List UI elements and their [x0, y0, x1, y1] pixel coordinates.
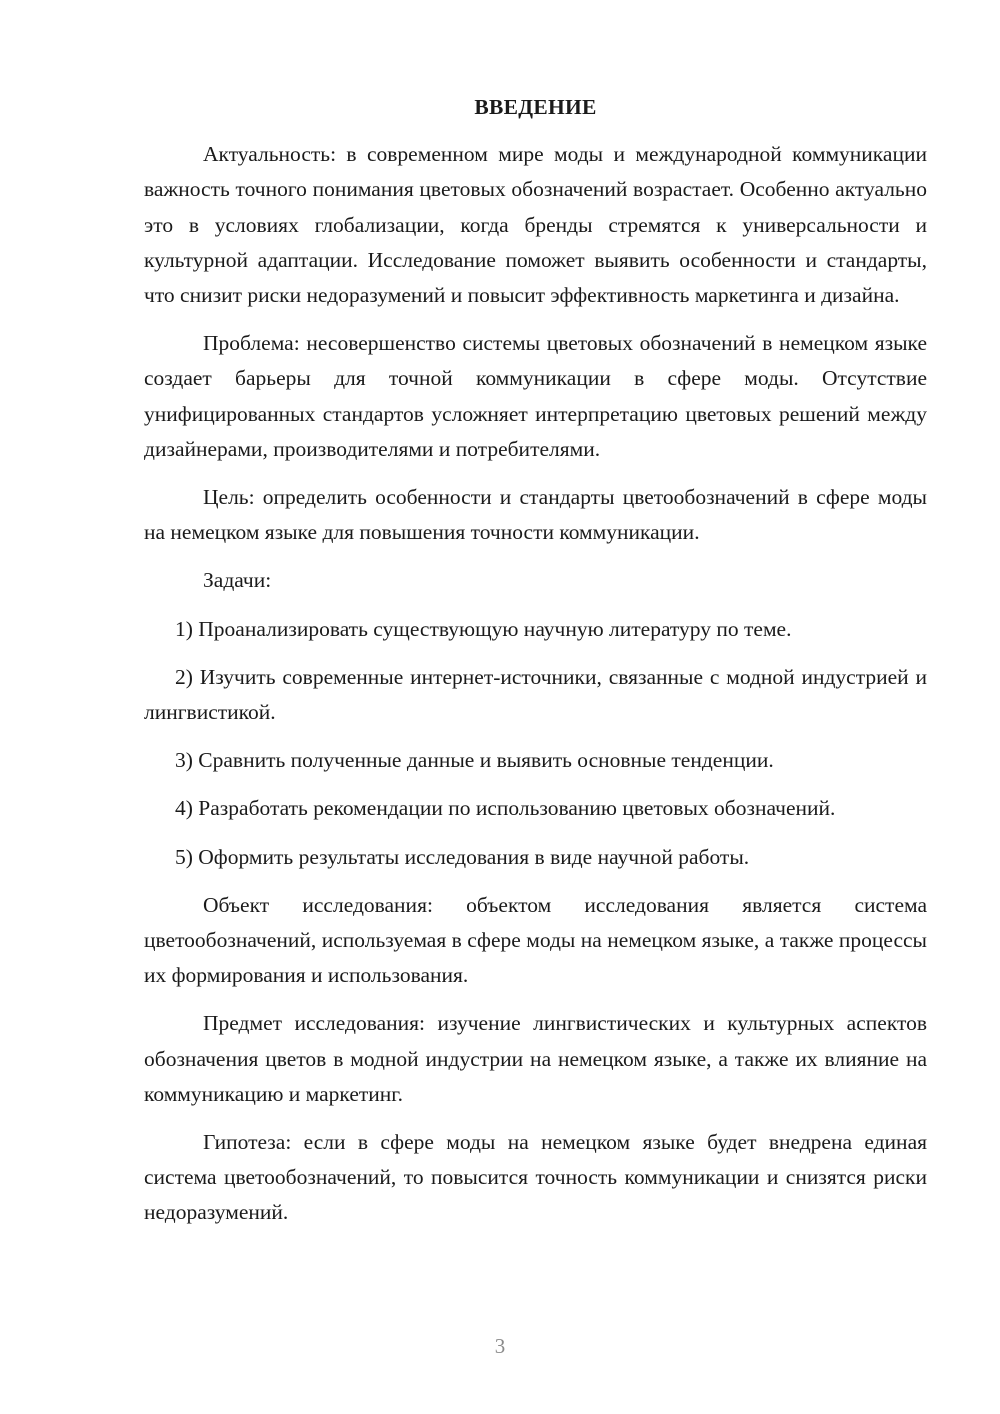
tasks-heading: Задачи:: [203, 568, 272, 593]
relevance-paragraph: Актуальность: в современном мире моды и международной коммуникации важность точного понимания цветовых обозначений возрастает. Особенно актуально это в условиях глобализации, когда бренды стремятся к универсальности и культурной адаптации. Исследование поможет выявить особенности и стандарты, что снизит риски недоразумений и повысит эффективность маркетинга и дизайна.: [144, 142, 927, 308]
page-number: 3: [494, 1334, 506, 1358]
subject-paragraph: Предмет исследования: изучение лингвистических и культурных аспектов обозначения цветов в модной индустрии на немецком языке, а также их влияние на коммуникацию и маркетинг.: [144, 1011, 927, 1106]
goal-paragraph: Цель: определить особенности и стандарты цветообозначений в сфере моды на немецком языке для повышения точности коммуникации.: [144, 485, 927, 545]
task-item: 5) Оформить результаты исследования в виде научной работы.: [175, 844, 750, 869]
document-page: [144, 90, 927, 1244]
problem-paragraph: Проблема: несовершенство системы цветовых обозначений в немецком языке создает барьеры для точной коммуникации в сфере моды. Отсутствие унифицированных стандартов усложняет интерпретацию цветовых решений между дизайнерами, производителями и потребителями.: [144, 331, 927, 461]
hypothesis-paragraph: Гипотеза: если в сфере моды на немецком языке будет внедрена единая система цветообозначений, то повысится точность коммуникации и снизятся риски недоразумений.: [144, 1130, 927, 1225]
page-title: ВВЕДЕНИЕ: [474, 95, 597, 119]
task-item: 4) Разработать рекомендации по использованию цветовых обозначений.: [175, 796, 836, 821]
object-paragraph: Объект исследования: объектом исследования является система цветообозначений, используемая в сфере моды на немецком языке, а также процессы их формирования и использования.: [144, 892, 927, 988]
task-item: 3) Сравнить полученные данные и выявить основные тенденции.: [175, 748, 774, 773]
task-item: 1) Проанализировать существующую научную литературу по теме.: [175, 616, 792, 641]
task-item: 2) Изучить современные интернет-источники, связанные с модной индустрией и лингвистикой.: [144, 664, 927, 725]
